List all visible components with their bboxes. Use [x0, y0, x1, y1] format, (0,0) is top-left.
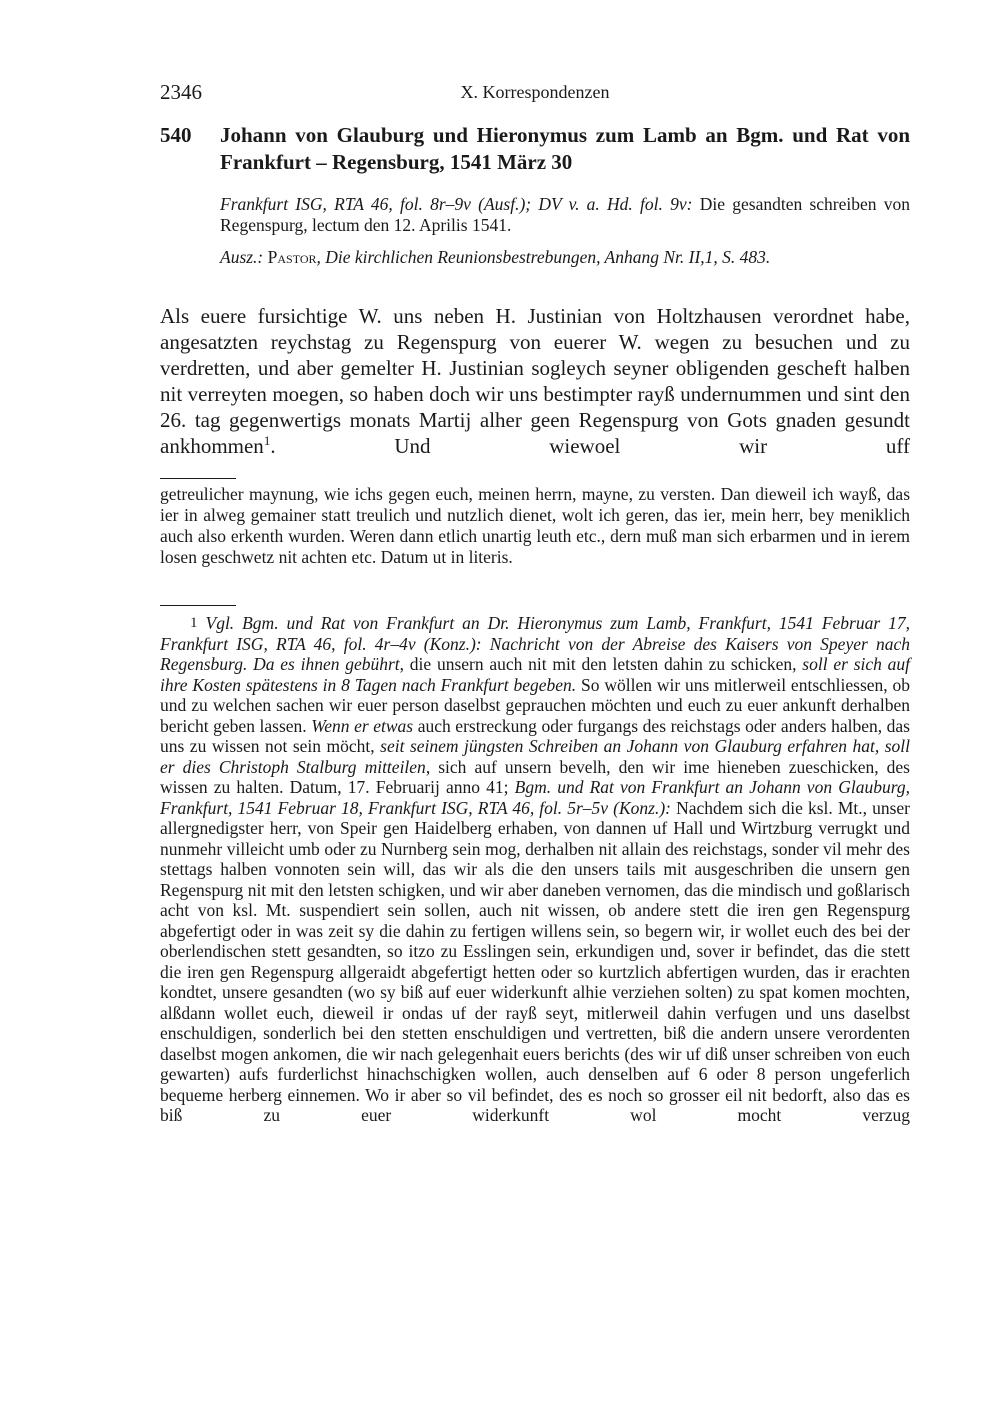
- excerpt-author: Pastor: [267, 247, 317, 267]
- footnote-segment: , die unsern auch nit mit den letsten dahin zu schicken,: [399, 654, 803, 674]
- document-heading: [160, 122, 910, 176]
- source-archive: Frankfurt ISG, RTA 46, fol. 8r–9v (Ausf.); DV v. a. Hd. fol. 9v:: [220, 194, 693, 214]
- document-title: Johann von Glauburg und Hieronymus zum Lamb an Bgm. und Rat von Frankfurt – Regensburg, 1541 März 30: [220, 123, 910, 174]
- footnote-number: 1: [190, 615, 198, 631]
- footnote-segment: Wenn er etwas: [311, 715, 414, 736]
- footnote-segment: Vgl. Bgm. und Rat von Frankfurt an Dr. Hieronymus zum Lamb, Frankfurt, 1541 Februar 17, Frankfurt ISG, RTA 46, fol. 4r–4v (Konz.): Nachricht von der Abreise des Kaisers von Speyer nach Regensburg. Da es ihnen gebührt: [160, 613, 910, 674]
- footnote-segment: So wöllen wir uns mitlerweil entschliessen, ob und zu welchen sachen wir euer person daselbst geprauchen möchten und euch zu euer ankunft derhalben bericht geben lassen.: [160, 674, 910, 736]
- running-title: X. Korrespondenzen: [460, 82, 610, 102]
- main-text-body: Als euere fursichtige W. uns neben H. Justinian von Holtzhausen verordnet habe, angesatzten reychstag zu Regenspurg von euerer W. wegen zu besuchen und zu verdretten, und aber gemelter H. Justinian sogleych seyner obligenden gescheft halben nit verreyten moegen, so haben doch wir uns bestimpter rayß undernummen und sint den 26. tag gegenwertigs monats Martij alher geen Regenspurg von Gots gnaden gesundt ankhommen: [160, 304, 910, 458]
- source-archive-line: [220, 194, 910, 236]
- footnote-segment: auch erstreckung oder furgangs des reichstags oder anders halben, das uns zu wissen not sein möcht,: [160, 715, 910, 756]
- footnote-divider: [160, 605, 236, 606]
- continued-footnote-text: getreulicher maynung, wie ichs gegen euch, meinen herrn, mayne, zu versten. Dan dieweil ich wayß, das ier in alweg gemainer statt treulich und nutzlich dienet, wolt ich geren, das ier, mein herr, bey meniklich auch also erkenth wurden. Weren dann etlich unartig leuth etc., dern muß man sich erbarmen und in ierem losen geschwetz nit achten etc. Datum ut in literis.: [160, 484, 910, 567]
- footnote-reference[interactable]: 1: [263, 433, 271, 448]
- source-dorsal-note: Die gesandten schreiben von Regenspurg, lectum den 12. Aprilis 1541.: [220, 194, 910, 235]
- running-header: [160, 80, 910, 106]
- footnote-segment: seit seinem jüngsten Schreiben an Johann von Glauburg erfahren hat, soll er dies Christoph Stalburg mitteilen: [160, 736, 910, 777]
- footnote-segment: , sich auf unsern bevelh, den wir ime hieneben zueschicken, des wissen zu halten. Datum, 17. Februarij anno 41;: [160, 756, 910, 797]
- source-block: [220, 194, 910, 268]
- main-text-paragraph: [160, 303, 910, 459]
- footnote-segment: Nachdem sich die ksl. Mt., unser allergnedigster herr, von Speir gen Haidelberg erhaben, von dannen uf Hall und Wirtzburg verrugkt und nunmehr villeicht umb oder zu Nurnberg sein mog, derhalben nit allain des reichstags, sonder vil mehr des stettags halben vonnoten sein will, das wir als die den unsers tails mit ausgeschriben die unsern gen Regenspurg nit mit den letsten schigken, und wir aber daneben vernomen, das die mindisch und goßlarisch acht von ksl. Mt. suspendiert sein sollen, auch nit wissen, ob andere stett die iren gen Regenspurg abgefertigt oder in was zeit sy die dahin zu fertigen willens sein, so begern wir, ir wollet euch des bei der oberlendischen stett gesandten, so itzo zu Esslingen sein, erkundigen und, sover ir befindet, das die stett die iren gen Regenspurg allgeraidt abgefertigt hetten oder so kurtzlich abfertigen wurden, das ir erachten kondtet, unsere gesandten (wo sy biß auf euer widerkunft alhie verziehen solten) zu spat komen mochten, alßdann wollet euch, dieweil ir ondas uf der rayß seyt, mitlerweil dahin verfugen und uns daselbst enschuldigen, sonderlich bei den stetten enschuldigen und vertretten, biß die andern unsere verordenten daselbst mogen ankomen, die wir nach gelegenhait euers berichts (des wir uf diß unser schreiben von euch gewarten) aufs furderlichst hinachschigken wollen, auch denselben auf 6 oder 8 person ungeferlich bequeme herberg einnemen. Wo ir aber so vil befindet, des es noch so grosser eil nit bedorft, also das es biß zu euer widerkunft wol mocht verzug: [160, 797, 910, 1125]
- source-excerpt-line: [220, 247, 910, 268]
- footnote-segment: Bgm. und Rat von Frankfurt an Johann von Glauburg, Frankfurt, 1541 Februar 18, Frankfurt ISG, RTA 46, fol. 5r–5v (Konz.):: [160, 777, 910, 818]
- excerpt-work: , Die kirchlichen Reunionsbestrebungen, Anhang Nr. II,1, S. 483.: [316, 247, 771, 267]
- page-number: 2346: [160, 80, 202, 104]
- document-number: 540: [160, 123, 192, 147]
- footnote-1: [160, 613, 910, 1126]
- main-text-tail: . Und wiewoel wir uff: [270, 434, 910, 458]
- footnote-segment: soll er sich auf ihre Kosten spätestens in 8 Tagen nach Frankfurt begeben.: [160, 654, 911, 695]
- footnote-divider: [160, 478, 236, 479]
- excerpt-label: Ausz.:: [220, 247, 264, 267]
